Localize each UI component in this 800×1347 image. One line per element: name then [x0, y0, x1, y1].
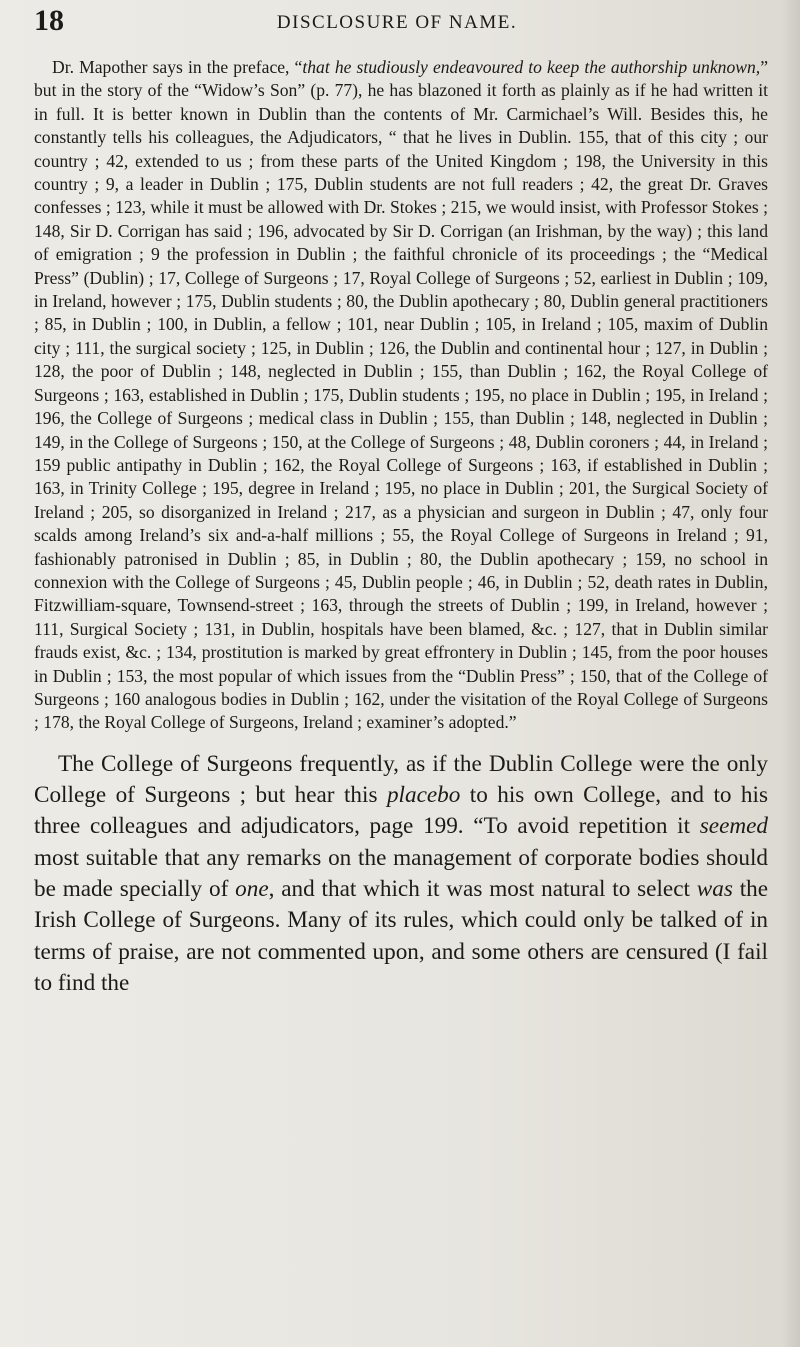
para2-italic-placebo: placebo — [386, 782, 461, 809]
para2-italic-seemed: seemed — [699, 813, 768, 840]
page-number: 18 — [34, 4, 64, 37]
para2-italic-was: was — [696, 875, 733, 902]
running-title: DISCLOSURE OF NAME. — [276, 12, 518, 33]
para2-italic-one: one — [235, 875, 269, 902]
running-head — [34, 6, 760, 36]
paragraph-college-of-surgeons — [34, 749, 768, 999]
para1-italic-quote: that he studiously endeavoured to keep the authorship unknown, — [302, 57, 761, 77]
para2-text-5: the Irish College of Surgeons. Many of its rules, which could only be talked of in terms of praise, are not commented upon, and some others are censured (I fail to find the — [34, 875, 769, 996]
para2-text-4: , and that which it was most natural to select — [268, 875, 697, 902]
para1-text-1: Dr. Mapother says in the preface, “ — [52, 57, 303, 77]
para2-text-2: to his own College, and to his three colleagues and adjudicators, page 199. “To avoid repetition it — [34, 782, 768, 840]
page-edge-shadow — [782, 0, 800, 1347]
para2-text-3: most suitable that any remarks on the management of corporate bodies should be made specially of — [34, 844, 768, 902]
body-text — [34, 56, 768, 999]
para2-text-1: The College of Surgeons frequently, as if the Dublin College were the only College of Surgeons ; but hear this — [34, 750, 768, 809]
para1-text-2: ” but in the story of the “Widow’s Son” (p. 77), he has blazoned it forth as plainly as if he had written it in full. It is better known in Dublin than the contents of Mr. Carmichael’s Will. Besides this, he constantly tells his colleagues, the Adjudicators, “ that he lives in Dublin. 155, that of this city ; our country ; 42, extended to us ; from these parts of the United Kingdom ; 198, the University in this country ; 9, a leader in Dublin ; 175, Dublin students are not full readers ; 42, the great Dr. Graves confesses ; 123, while it must be allowed with Dr. Stokes ; 215, we would insist, with Professor Stokes ; 148, Sir D. Corrigan has said ; 196, advocated by Sir D. Corrigan (an Irishman, by the way) ; this land of emigration ; 9 the profession in Dublin ; the faithful chronicle of its proceedings ; the “Medical Press” (Dublin) ; 17, College of Surgeons ; 17, Royal College of Surgeons ; 52, earliest in Dublin ; 109, in Ireland, however ; 175, Dublin students ; 80, the Dublin apothecary ; 80, Dublin general practitioners ; 85, in Dublin ; 100, in Dublin, a fellow ; 101, near Dublin ; 105, in Ireland ; 105, maxim of Dublin city ; 111, the surgical society ; 125, in Dublin ; 126, the Dublin and continental hour ; 127, in Dublin ; 128, the poor of Dublin ; 148, neglected in Dublin ; 155, than Dublin ; 162, the Royal College of Surgeons ; 163, established in Dublin ; 175, Dublin students ; 195, no place in Dublin ; 195, in Ireland ; 196, the College of Surgeons ; medical class in Dublin ; 155, than Dublin ; 148, neglected in Dublin ; 149, in the College of Surgeons ; 150, at the College of Surgeons ; 48, Dublin coroners ; 44, in Ireland ; 159 public antipathy in Dublin ; 162, the Royal College of Surgeons ; 163, if established in Dublin ; 163, in Trinity College ; 195, degree in Ireland ; 195, no place in Dublin ; 201, the Surgical Society of Ireland ; 205, so disorganized in Ireland ; 217, as a physician and surgeon in Dublin ; 47, only four scalds among Ireland’s six and-a-half millions ; 55, the Royal College of Surgeons in Ireland ; 91, fashionably patronised in Dublin ; 85, in Dublin ; 80, the Dublin apothecary ; 159, no school in connexion with the College of Surgeons ; 45, Dublin people ; 46, in Dublin ; 52, death rates in Dublin, Fitzwilliam-square, Townsend-street ; 163, through the streets of Dublin ; 199, in Ireland, however ; 111, Surgical Society ; 131, in Dublin, hospitals have been blamed, &c. ; 127, that in Dublin similar frauds exist, &c. ; 134, prostitution is marked by great effrontery in Dublin ; 145, from the poor houses in Dublin ; 153, the most popular of which issues from the “Dublin Press” ; 150, that of the College of Surgeons ; 160 analogous bodies in Dublin ; 162, under the visitation of the Royal College of Surgeons ; 178, the Royal College of Surgeons, Ireland ; examiner’s adopted.” — [34, 57, 768, 733]
paragraph-quotation-list — [34, 56, 768, 735]
